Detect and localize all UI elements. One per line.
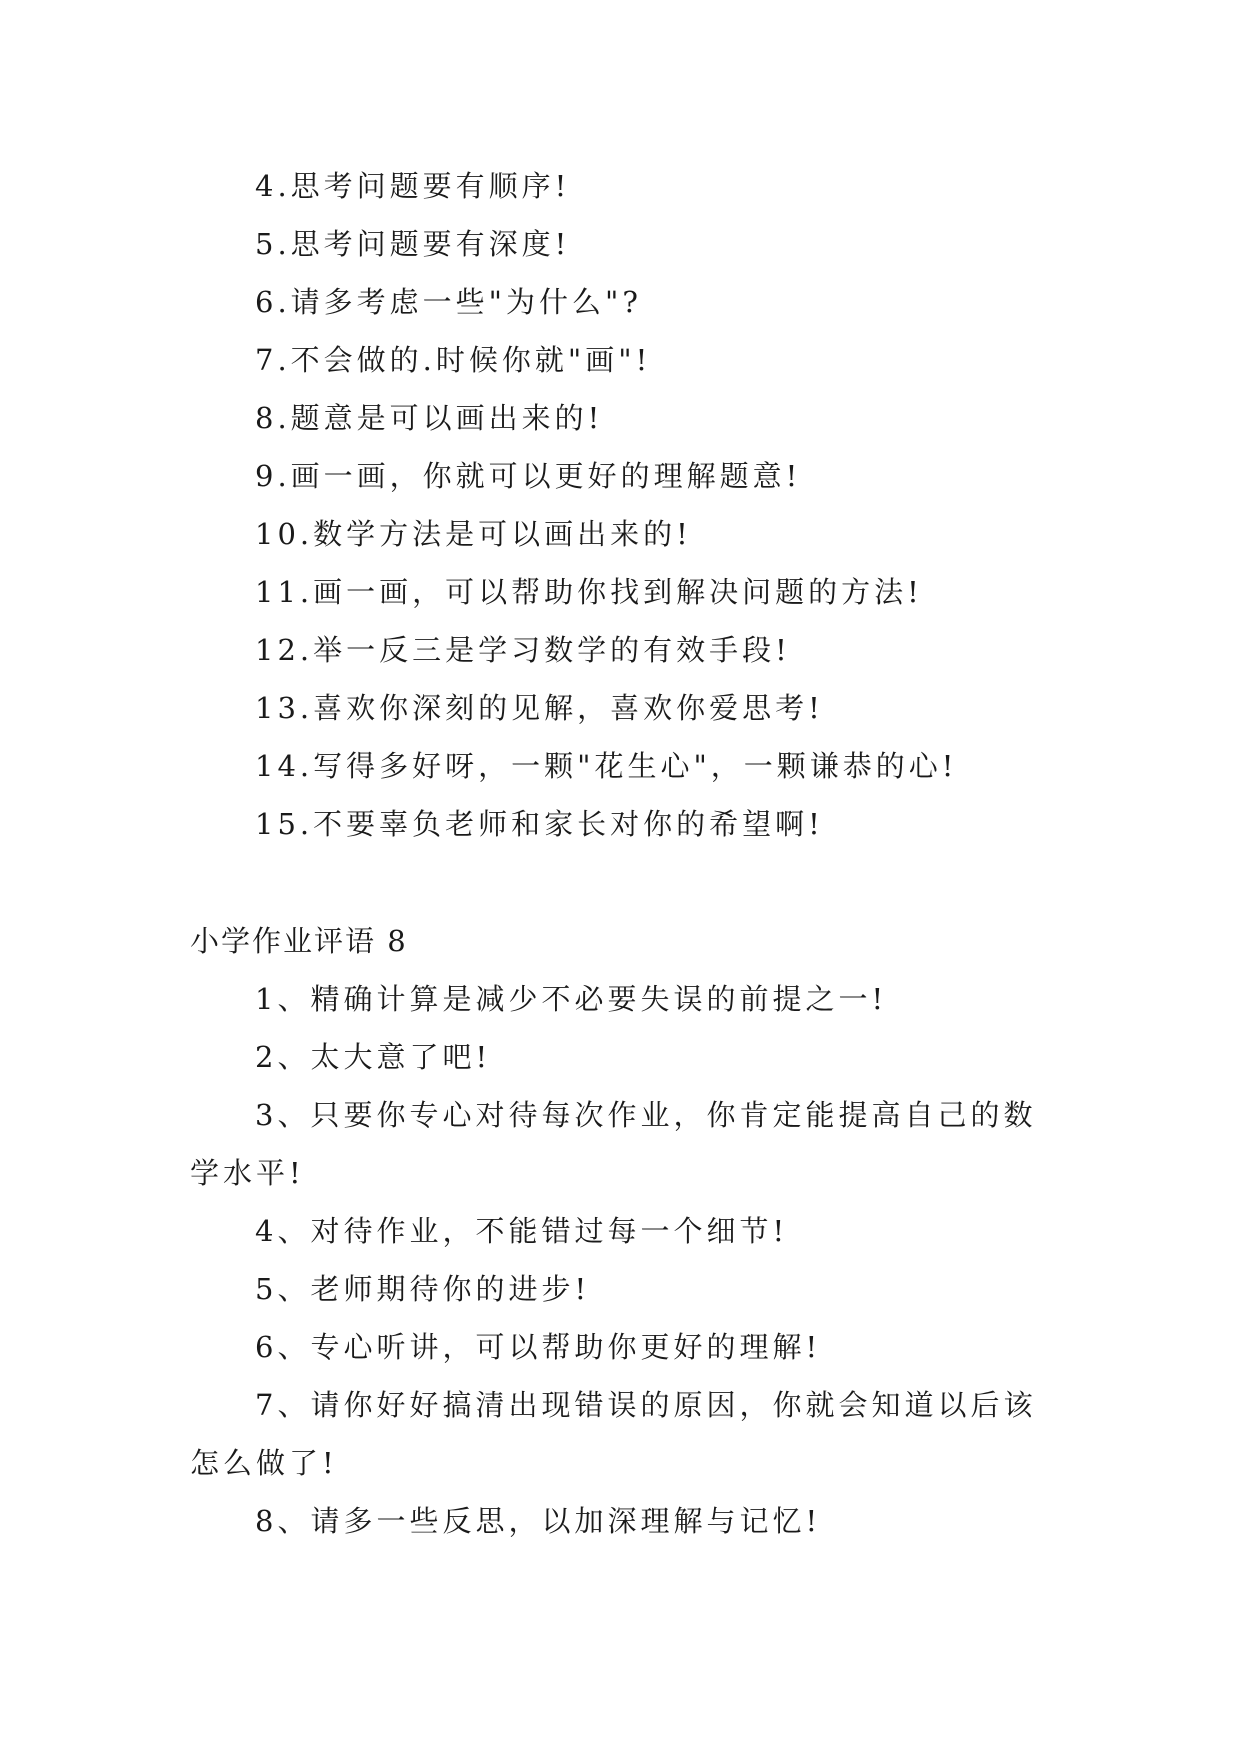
list-item: 3、只要你专心对待每次作业，你肯定能提高自己的数 (255, 1098, 1037, 1132)
list-item: 7、请你好好搞清出现错误的原因，你就会知道以后该 (255, 1388, 1037, 1422)
list-item-continuation: 学水平! (190, 1156, 305, 1190)
list-item: 4、对待作业，不能错过每一个细节! (255, 1214, 789, 1248)
list-item: 2、太大意了吧! (255, 1040, 492, 1074)
list-item: 8、请多一些反思，以加深理解与记忆! (255, 1504, 822, 1538)
list-item: 11.画一画，可以帮助你找到解决问题的方法! (255, 575, 923, 609)
list-item-continuation: 怎么做了! (190, 1446, 338, 1480)
list-item: 14.写得多好呀，一颗"花生心"，一颗谦恭的心! (255, 749, 958, 783)
list-item: 6.请多考虑一些"为什么"? (255, 285, 642, 319)
list-item: 4.思考问题要有顺序! (255, 169, 571, 203)
list-item: 8.题意是可以画出来的! (255, 401, 604, 435)
list-item: 12.举一反三是学习数学的有效手段! (255, 633, 791, 667)
list-item: 9.画一画，你就可以更好的理解题意! (255, 459, 802, 493)
section-heading: 小学作业评语 8 (190, 924, 408, 958)
list-item: 5.思考问题要有深度! (255, 227, 571, 261)
list-item: 10.数学方法是可以画出来的! (255, 517, 692, 551)
list-item: 13.喜欢你深刻的见解，喜欢你爱思考! (255, 691, 824, 725)
list-item: 1、精确计算是减少不必要失误的前提之一! (255, 982, 888, 1016)
list-item: 7.不会做的.时候你就"画"! (255, 343, 652, 377)
list-item: 5、老师期待你的进步! (255, 1272, 591, 1306)
list-item: 15.不要辜负老师和家长对你的希望啊! (255, 807, 824, 841)
list-item: 6、专心听讲，可以帮助你更好的理解! (255, 1330, 822, 1364)
